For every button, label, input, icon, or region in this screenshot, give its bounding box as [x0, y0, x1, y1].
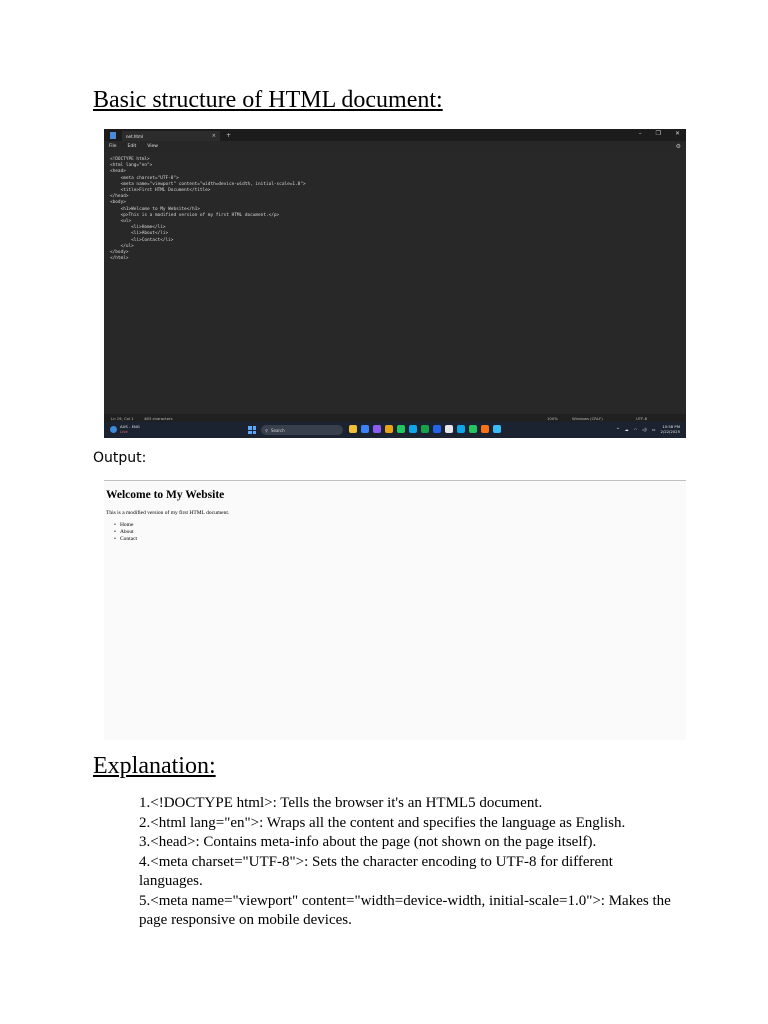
- section-heading-structure: Basic structure of HTML document:: [93, 87, 443, 113]
- notepad-tab[interactable]: [122, 131, 220, 141]
- weather-icon: [110, 426, 117, 433]
- cloud-icon[interactable]: ☁: [624, 427, 629, 433]
- explanation-item: 5.<meta name="viewport" content="width=device-width, initial-scale=1.0">: Makes the page responsive on mobile devices.: [139, 892, 671, 928]
- list-item: • Home: [114, 522, 137, 529]
- taskbar-search-label: Search: [270, 427, 285, 433]
- close-icon[interactable]: ×: [211, 133, 216, 139]
- code-line: <ul>: [110, 219, 132, 225]
- menu-view[interactable]: View: [147, 144, 158, 149]
- notepad-editor[interactable]: [104, 152, 686, 414]
- notepad-menubar: [104, 141, 686, 152]
- taskbar-app-icon[interactable]: [469, 425, 477, 433]
- windows-taskbar: [104, 422, 686, 438]
- notepad-statusbar: [104, 414, 686, 422]
- maximize-icon[interactable]: ❐: [655, 130, 661, 137]
- taskbar-apps: [349, 425, 501, 433]
- taskbar-clock[interactable]: [661, 425, 680, 434]
- minimize-icon[interactable]: –: [638, 130, 642, 137]
- code-line: <body>: [110, 200, 126, 206]
- wifi-icon[interactable]: ◠: [633, 427, 638, 433]
- weather-text: [120, 425, 140, 434]
- menu-edit[interactable]: Edit: [127, 144, 137, 149]
- code-line: <p>This is a modified version of my first HTML document.</p>: [110, 212, 280, 218]
- volume-icon[interactable]: ◁): [642, 427, 647, 433]
- code-line: <meta name="viewport" content="width=device-width, initial-scale=1.0">: [110, 181, 306, 187]
- taskbar-app-icon[interactable]: [445, 425, 453, 433]
- taskbar-app-icon[interactable]: [493, 425, 501, 433]
- weather-title: AUS - ENG: [120, 424, 140, 429]
- status-chars: 483 characters: [144, 416, 173, 421]
- plus-icon[interactable]: +: [226, 131, 232, 139]
- clock-time: 10:58 PM: [662, 424, 680, 429]
- list-item: • About: [114, 529, 137, 536]
- explanation-item: 1.<!DOCTYPE html>: Tells the browser it's an HTML5 document.: [139, 795, 543, 811]
- weather-widget[interactable]: [110, 425, 140, 434]
- search-icon: ⚲: [265, 427, 268, 433]
- code-line: <li>Contact</li>: [110, 237, 174, 243]
- taskbar-app-icon[interactable]: [421, 425, 429, 433]
- taskbar-search[interactable]: [261, 425, 343, 435]
- taskbar-app-icon[interactable]: [481, 425, 489, 433]
- code-line: <title>First HTML Document</title>: [110, 188, 211, 194]
- taskbar-app-icon[interactable]: [397, 425, 405, 433]
- code-line: <head>: [110, 169, 126, 175]
- explanation-list: [139, 794, 679, 931]
- notepad-tab-label: net.html: [126, 133, 143, 139]
- status-position: Ln 19, Col 1: [111, 416, 134, 421]
- browser-output-screenshot: [104, 480, 686, 740]
- output-heading: Welcome to My Website: [106, 489, 225, 501]
- code-line: <html lang="en">: [110, 163, 153, 169]
- taskbar-app-icon[interactable]: [409, 425, 417, 433]
- taskbar-app-icon[interactable]: [433, 425, 441, 433]
- output-paragraph: This is a modified version of my first HTML document.: [106, 510, 230, 516]
- menu-file[interactable]: File: [109, 144, 117, 149]
- chevron-up-icon[interactable]: ^: [616, 427, 620, 433]
- notepad-app-icon: [110, 132, 116, 139]
- clock-date: 2/22/2025: [660, 428, 680, 434]
- system-tray: [616, 425, 680, 434]
- taskbar-app-icon[interactable]: [385, 425, 393, 433]
- taskbar-app-icon[interactable]: [457, 425, 465, 433]
- code-line: </body>: [110, 250, 129, 256]
- taskbar-app-icon[interactable]: [373, 425, 381, 433]
- weather-subtitle: Live: [120, 428, 128, 434]
- code-line: <li>Home</li>: [110, 225, 166, 231]
- output-list: [114, 522, 137, 543]
- code-line: </head>: [110, 194, 129, 200]
- notepad-screenshot: [104, 129, 686, 438]
- section-heading-explanation: Explanation:: [93, 753, 216, 779]
- close-window-icon[interactable]: ✕: [674, 130, 680, 137]
- battery-icon[interactable]: ▭: [651, 427, 656, 433]
- status-zoom: 100%: [547, 416, 558, 421]
- status-encoding: UTF-8: [636, 416, 648, 421]
- window-controls: [639, 130, 680, 137]
- code-line: </ul>: [110, 243, 134, 249]
- code-line: <meta charset="UTF-8">: [110, 175, 179, 181]
- taskbar-app-icon[interactable]: [361, 425, 369, 433]
- explanation-item: 2.<html lang="en">: Wraps all the content and specifies the language as English.: [139, 814, 626, 831]
- gear-icon[interactable]: ⚙: [675, 143, 681, 150]
- notepad-titlebar: [104, 129, 686, 141]
- code-line: <!DOCTYPE html>: [110, 157, 150, 162]
- taskbar-app-icon[interactable]: [349, 425, 357, 433]
- code-line: <li>About</li>: [110, 231, 169, 237]
- code-line: <h1>Welcome to My Website</h1>: [110, 206, 200, 212]
- explanation-item: 4.<meta charset="UTF-8">: Sets the character encoding to UTF-8 for different languages.: [139, 853, 613, 889]
- output-label: Output:: [93, 450, 147, 466]
- status-line-ending: Windows (CRLF): [572, 416, 603, 421]
- explanation-item: 3.<head>: Contains meta-info about the page (not shown on the page itself).: [139, 834, 597, 850]
- windows-start-icon[interactable]: [248, 426, 256, 434]
- list-item: • Contact: [114, 536, 137, 543]
- code-line: </html>: [110, 256, 129, 262]
